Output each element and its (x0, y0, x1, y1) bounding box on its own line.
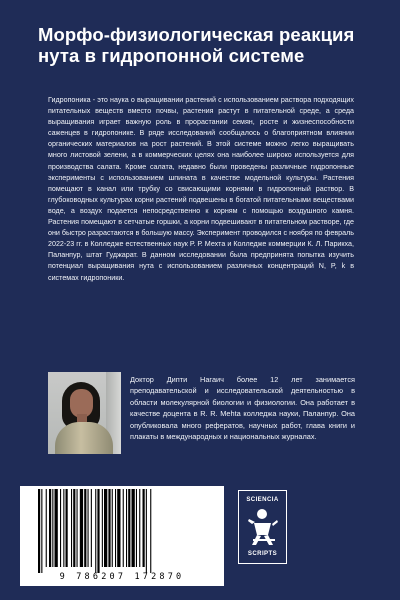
barcode-bar (46, 489, 47, 567)
barcode-bar (126, 489, 127, 567)
barcode-bar (41, 489, 42, 573)
barcode-bar (123, 489, 124, 567)
barcode-bar (108, 489, 110, 567)
book-description: Гидропоника - это наука о выращивании растений с использованием раствора подходящих питательных веществ вместо почвы, растения растут в питательной среде, а среда выращивания играет важную роль в прорастании семян, росте и жизнеспособности саженцев в гидропонике. В ряде исследований сообщалось о благоприятном влиянии органических материалов на рост растений. В этой системе можно легко выращивать много листовой зелени, а в коммерческих целях она наиболее широко используется для производства салата. Кроме салата, недавно были проведены различные гидропонные эксперименты с использованием шпината в качестве модельной культуры. Растения помещают в канал или трубку со свисающими корнями в гидропонный раствор. В глубоководных культурах корни растений подвешены в богатой питательными веществами воде, а воздух подается непосредственно к корням с помощью воздушного камня. Растения помещают в сетчатые горшки, а корни подвешивают в питательном растворе, где они быстро разрастаются в большую массу. Эксперимент проводился с ноября по февраль 2022-23 гг. в Колледже естественных наук Р. Р. Мехта и Колледже коммерции К. Л. Парикха, Паланпур, штат Гуджарат. В данном исследовании была предпринята попытка изучить потенциал выращивания нута с использованием различных концентраций N, P, k в системах гидропоники. (48, 96, 354, 282)
book-title: Морфо-физиологическая реакция нута в гидропонной системе (38, 24, 355, 66)
barcode-bar (104, 489, 107, 567)
barcode-bar (97, 489, 99, 573)
barcode-bar (146, 489, 147, 573)
barcode-bar (112, 489, 113, 567)
barcode-bar (60, 489, 61, 567)
barcode-bar (71, 489, 72, 567)
barcode-bar (63, 489, 64, 567)
barcode-bar (73, 489, 75, 567)
publisher-logo (238, 490, 287, 564)
author-biography: Доктор Дипти Нагаич более 12 лет занимается преподавательской и исследовательской деятельностью в области молекулярной биологии и физиологии. Она работает в качестве доцента в R. R. Mehta колледжа науки, Паланпур. Она опубликовала много рефератов, научных работ, глава книги и плакаты в международных и национальных журналах. (130, 375, 355, 442)
barcode-bar (88, 489, 89, 567)
publisher-logo-bottom-text: SCRIPTS (247, 550, 278, 557)
author-photo (48, 372, 121, 454)
barcode-bar (115, 489, 116, 567)
barcode-bar (136, 489, 137, 567)
publisher-logo-top-text: SCIENCIA (246, 496, 279, 503)
barcode-bar (49, 489, 51, 567)
barcode-area (20, 486, 224, 586)
barcode-bar (91, 489, 92, 567)
barcode-bar (66, 489, 68, 567)
barcode-bar (139, 489, 140, 567)
barcode-bar (102, 489, 103, 567)
barcode-bar (117, 489, 120, 567)
isbn-number: 9 786207 172870 (59, 572, 185, 582)
barcode-icon (36, 489, 216, 573)
barcode-bar (95, 489, 96, 573)
barcode-bar (84, 489, 86, 567)
barcode-bar (77, 489, 78, 567)
scientist-figure-icon (247, 507, 278, 546)
barcode-bar (55, 489, 58, 567)
barcode-bar (38, 489, 40, 573)
barcode-bar (150, 489, 151, 573)
barcode-bar (143, 489, 145, 567)
barcode-bar (132, 489, 135, 567)
barcode-bar (80, 489, 83, 567)
author-clothing (55, 422, 113, 454)
barcode-bar (128, 489, 130, 567)
barcode-bar (52, 489, 53, 567)
